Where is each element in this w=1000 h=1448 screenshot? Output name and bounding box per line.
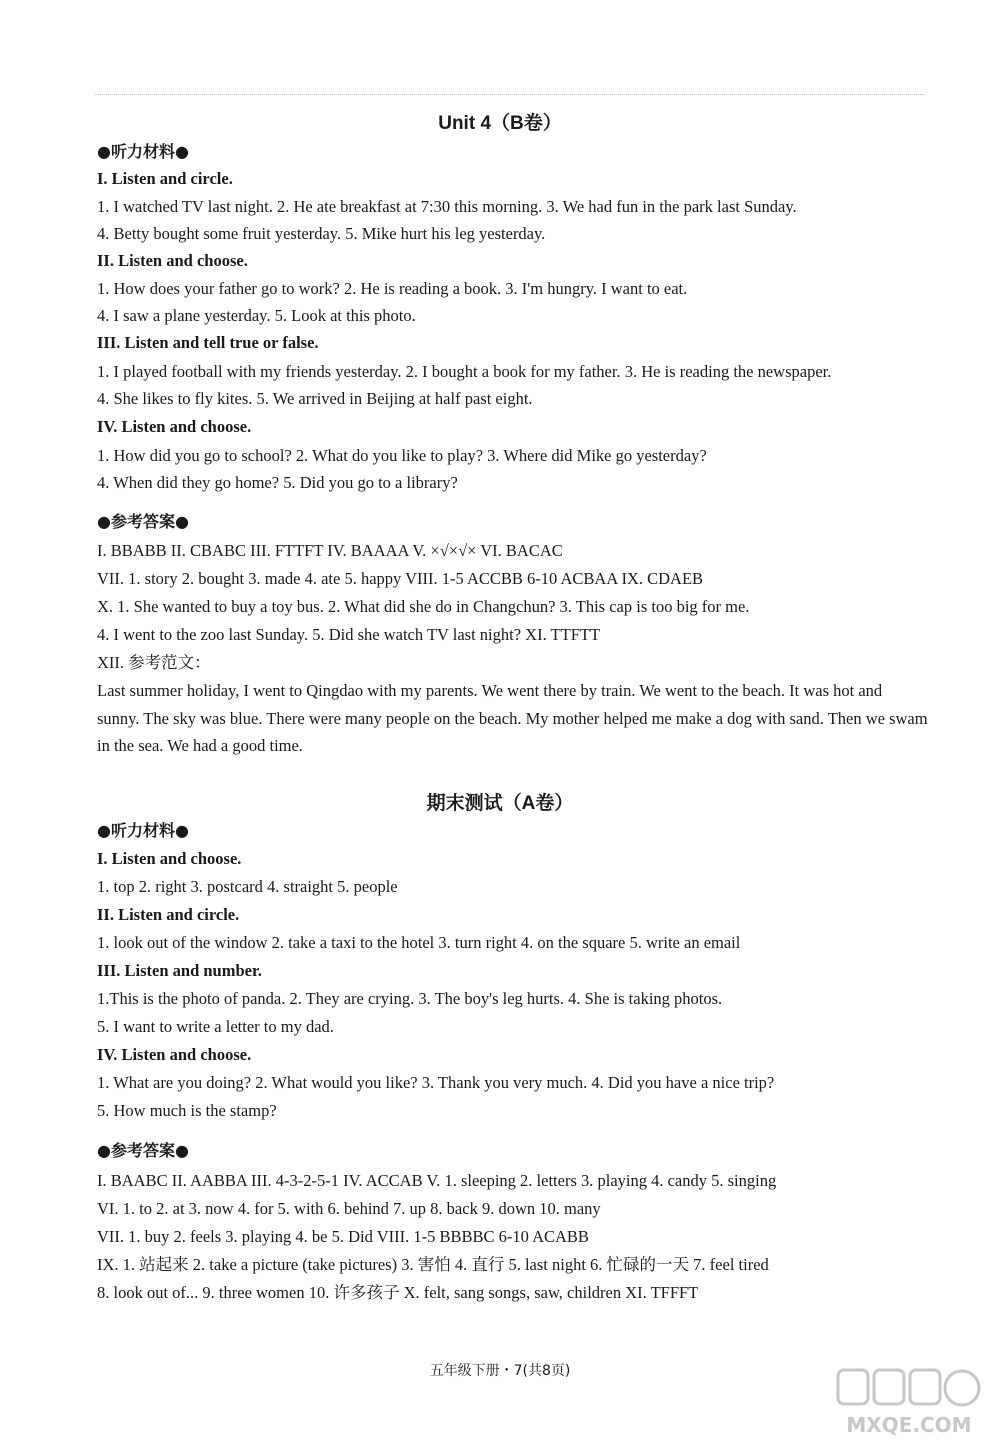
text-line: 1. top 2. right 3. postcard 4. straight 5. people [97,877,398,896]
part-header: IV. Listen and choose. [97,1045,252,1064]
answers-header: ●参考答案● [97,1141,189,1160]
text-line: 1. I played football with my friends yesterday. 2. I bought a book for my father. 3. He is reading the newspaper. [97,362,832,381]
section-title-final-a: 期末测试（A卷） [426,793,574,814]
answer-line: 8. look out of... 9. three women 10. 许多孩子 X. felt, sang songs, saw, children XI. TFFFT [97,1283,699,1302]
text-line: 1. How did you go to school? 2. What do you like to play? 3. Where did Mike go yesterday? [97,446,707,465]
answers-header: ●参考答案● [97,512,189,531]
text-line: 4. Betty bought some fruit yesterday. 5. Mike hurt his leg yesterday. [97,224,546,243]
answer-line: VII. 1. buy 2. feels 3. playing 4. be 5. Did VIII. 1-5 BBBBC 6-10 ACABB [97,1227,589,1246]
text-line: 5. I want to write a letter to my dad. [97,1017,334,1036]
part-header: III. Listen and tell true or false. [97,333,319,352]
text-line: 4. When did they go home? 5. Did you go to a library? [97,473,458,492]
text-line: 4. I saw a plane yesterday. 5. Look at this photo. [97,306,416,325]
answer-line: VII. 1. story 2. bought 3. made 4. ate 5. happy VIII. 1-5 ACCBB 6-10 ACBAA IX. CDAEB [97,569,704,588]
part-header: III. Listen and number. [97,961,262,980]
watermark-text: MXQE.COM [846,1413,972,1437]
top-divider [95,94,925,95]
part-header: I. Listen and circle. [97,169,233,188]
part-header: IV. Listen and choose. [97,417,252,436]
part-header: II. Listen and circle. [97,905,240,924]
page-footer: 五年级下册・7(共8页) [429,1363,571,1379]
text-line: 5. How much is the stamp? [97,1101,277,1120]
section-title-unit4b: Unit 4（B卷） [438,113,562,134]
text-line: 1.This is the photo of panda. 2. They are crying. 3. The boy's leg hurts. 4. She is taking photos. [97,989,723,1008]
answer-line: XII. 参考范文： [97,653,211,672]
listening-header: ●听力材料● [97,142,189,161]
answer-line: VI. 1. to 2. at 3. now 4. for 5. with 6. behind 7. up 8. back 9. down 10. many [97,1199,601,1218]
listening-header: ●听力材料● [97,821,189,840]
text-line: 1. look out of the window 2. take a taxi to the hotel 3. turn right 4. on the square 5. write an email [97,933,741,952]
part-header: I. Listen and choose. [97,849,242,868]
text-line: 4. She likes to fly kites. 5. We arrived in Beijing at half past eight. [97,389,533,408]
answer-line: 4. I went to the zoo last Sunday. 5. Did she watch TV last night? XI. TTFTT [97,625,601,644]
text-line: 1. I watched TV last night. 2. He ate breakfast at 7:30 this morning. 3. We had fun in the park last Sunday. [97,197,797,216]
answer-line: IX. 1. 站起来 2. take a picture (take pictures) 3. 害怕 4. 直行 5. last night 6. 忙碌的一天 7. feel tired [97,1255,769,1274]
text-line: 1. How does your father go to work? 2. He is reading a book. 3. I'm hungry. I want to eat. [97,279,688,298]
watermark-logo [834,1366,984,1440]
sample-essay: Last summer holiday, I went to Qingdao with my parents. We went there by train. We went to the beach. It was hot and sunny. The sky was blue. There were many people on the beach. My mother helped me make a dog with sand. Then we swam in the sea. We had a good time. [97,681,928,755]
answer-line: X. 1. She wanted to buy a toy bus. 2. What did she do in Changchun? 3. This cap is too big for me. [97,597,750,616]
answer-line: I. BBABB II. CBABC III. FTTFT IV. BAAAA V. ×√×√× VI. BACAC [97,541,563,560]
answer-line: I. BAABC II. AABBA III. 4-3-2-5-1 IV. ACCAB V. 1. sleeping 2. letters 3. playing 4. candy 5. singing [97,1171,777,1190]
text-line: 1. What are you doing? 2. What would you like? 3. Thank you very much. 4. Did you have a nice trip? [97,1073,775,1092]
part-header: II. Listen and choose. [97,251,248,270]
